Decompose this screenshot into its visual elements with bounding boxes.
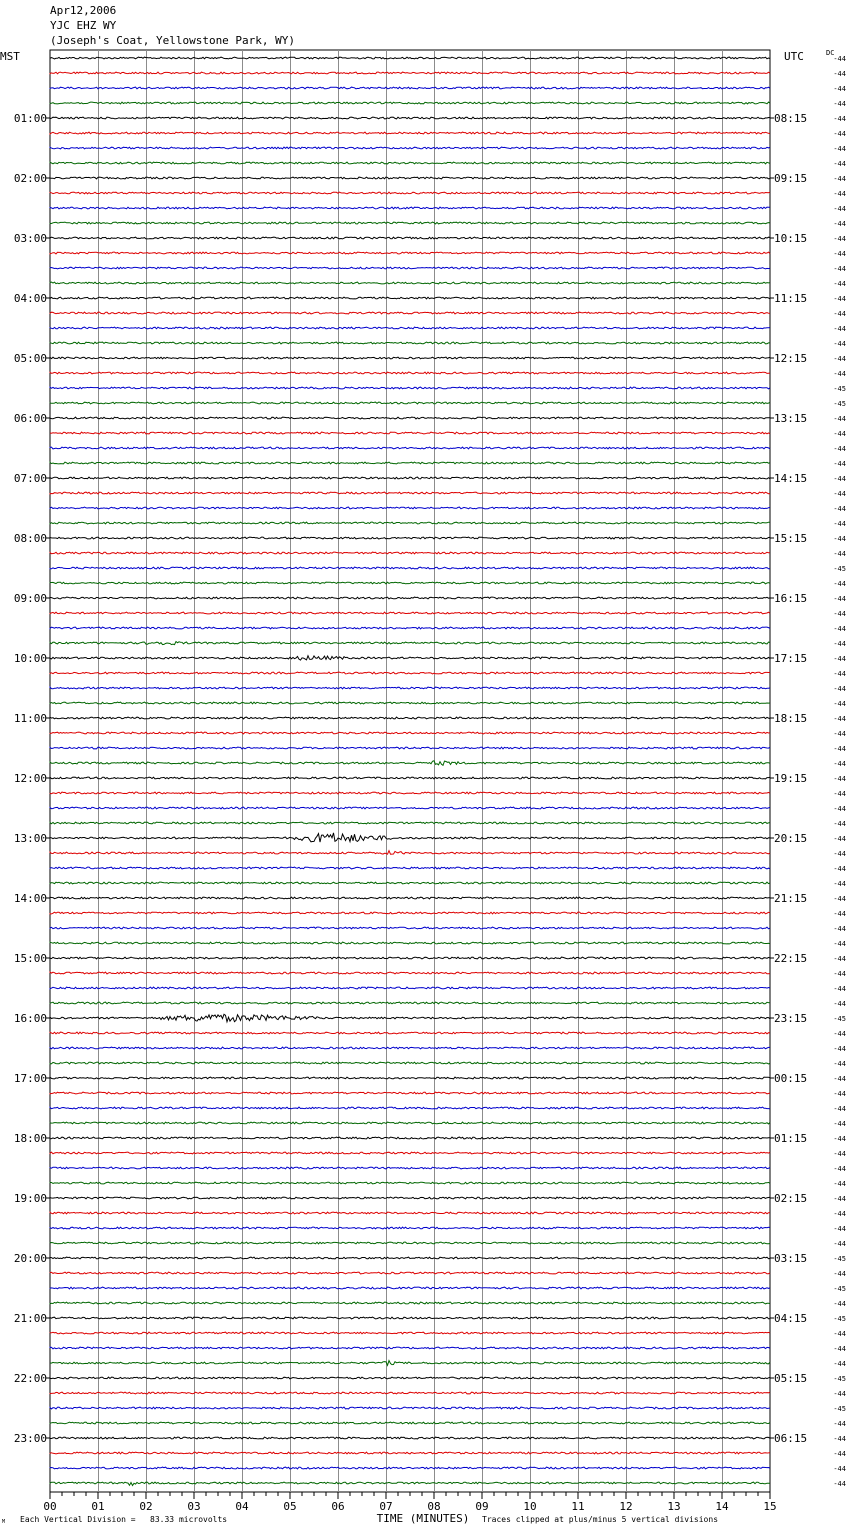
trace-line [50, 177, 770, 179]
dc-offset-label: -44 [833, 700, 846, 708]
trace-line [50, 1167, 770, 1169]
dc-offset-label: -44 [833, 910, 846, 918]
dc-offset-label: -44 [833, 670, 846, 678]
dc-offset-label: -44 [833, 625, 846, 633]
trace-line [50, 1152, 770, 1154]
clip-note: Traces clipped at plus/minus 5 vertical divisions [482, 1515, 719, 1524]
trace-line [50, 312, 770, 314]
dc-offset-label: -44 [833, 535, 846, 543]
trace-line [50, 1092, 770, 1094]
utc-hour-label: 10:15 [774, 232, 808, 245]
trace-line [50, 1361, 770, 1366]
dc-offset-label: -44 [833, 655, 846, 663]
x-tick-label: 09 [475, 1500, 489, 1513]
dc-offset-label: -44 [833, 1000, 846, 1008]
dc-offset-label: -45 [833, 1015, 846, 1023]
dc-offset-label: -45 [833, 1285, 846, 1293]
mst-hour-label: 06:00 [13, 412, 47, 425]
trace-line [50, 777, 770, 779]
trace-line [50, 1407, 770, 1409]
dc-offset-label: -44 [833, 175, 846, 183]
dc-offset-label: -44 [833, 895, 846, 903]
trace-line [50, 1452, 770, 1454]
trace-line [50, 492, 770, 494]
dc-offset-label: -44 [833, 685, 846, 693]
trace-line [50, 1302, 770, 1304]
trace-line [50, 582, 770, 584]
trace-line [50, 72, 770, 74]
trace-line [50, 1392, 770, 1394]
dc-offset-label: -44 [833, 1105, 846, 1113]
trace-line [50, 642, 770, 645]
utc-hour-label: 17:15 [774, 652, 808, 665]
trace-line [50, 1182, 770, 1184]
trace-line [50, 867, 770, 869]
dc-offset-label: -44 [833, 940, 846, 948]
utc-hour-label: 11:15 [774, 292, 808, 305]
dc-offset-label: -44 [833, 835, 846, 843]
utc-hour-label: 13:15 [774, 412, 808, 425]
trace-line [50, 1437, 770, 1439]
dc-offset-label: -44 [833, 1270, 846, 1278]
dc-offset-label: -44 [833, 280, 846, 288]
mst-hour-label: 09:00 [13, 592, 47, 605]
x-tick-label: 02 [139, 1500, 153, 1513]
trace-line [50, 432, 770, 434]
dc-offset-label: -44 [833, 880, 846, 888]
dc-offset-label: -44 [833, 1060, 846, 1068]
dc-offset-label: -44 [833, 340, 846, 348]
dc-offset-label: -44 [833, 355, 846, 363]
dc-offset-label: -44 [833, 430, 846, 438]
utc-hour-label: 16:15 [774, 592, 808, 605]
dc-offset-label: -44 [833, 775, 846, 783]
trace-line [50, 252, 770, 254]
dc-offset-label: -44 [833, 955, 846, 963]
dc-offset-label: -45 [833, 1405, 846, 1413]
dc-offset-label: -44 [833, 265, 846, 273]
trace-line [50, 1197, 770, 1199]
trace-line [50, 1257, 770, 1259]
utc-hour-label: 21:15 [774, 892, 808, 905]
x-tick-label: 14 [715, 1500, 729, 1513]
dc-offset-label: -44 [833, 640, 846, 648]
x-tick-label: 01 [91, 1500, 105, 1513]
dc-offset-label: -45 [833, 400, 846, 408]
mst-hour-label: 23:00 [13, 1432, 47, 1445]
dc-offset-label: -44 [833, 985, 846, 993]
mst-hour-label: 12:00 [13, 772, 47, 785]
mst-hour-label: 15:00 [13, 952, 47, 965]
mst-hour-label: 19:00 [13, 1192, 47, 1205]
dc-offset-label: -44 [833, 865, 846, 873]
dc-offset-label: -44 [833, 220, 846, 228]
dc-offset-label: -44 [833, 70, 846, 78]
trace-line [50, 282, 770, 284]
trace-line [50, 1317, 770, 1319]
trace-line [50, 102, 770, 104]
dc-offset-label: -44 [833, 85, 846, 93]
trace-line [50, 447, 770, 449]
x-tick-label: 00 [43, 1500, 57, 1513]
trace-line [50, 687, 770, 689]
trace-line [50, 1482, 770, 1485]
dc-offset-label: -44 [833, 1435, 846, 1443]
trace-line [50, 627, 770, 629]
trace-line [50, 57, 770, 59]
trace-line [50, 192, 770, 194]
dc-offset-label: -44 [833, 1480, 846, 1488]
trace-line [50, 732, 770, 734]
trace-line [50, 162, 770, 164]
trace-line [50, 552, 770, 554]
trace-line [50, 942, 770, 944]
x-tick-label: 11 [571, 1500, 585, 1513]
dc-offset-label: -44 [833, 1030, 846, 1038]
dc-offset-label: -44 [833, 190, 846, 198]
trace-line [50, 1032, 770, 1034]
dc-offset-label: -44 [833, 295, 846, 303]
x-tick-label: 05 [283, 1500, 297, 1513]
trace-line [50, 477, 770, 479]
header-station: YJC EHZ WY [50, 19, 117, 32]
dc-offset-label: -44 [833, 970, 846, 978]
x-axis-label: TIME (MINUTES) [376, 1512, 470, 1525]
trace-line [50, 402, 770, 404]
dc-offset-label: -44 [833, 160, 846, 168]
dc-offset-label: -44 [833, 550, 846, 558]
dc-offset-label: -44 [833, 820, 846, 828]
trace-line [50, 851, 770, 855]
dc-offset-label: -44 [833, 1345, 846, 1353]
utc-hour-label: 04:15 [774, 1312, 808, 1325]
mst-hour-label: 02:00 [13, 172, 47, 185]
dc-offset-label: -44 [833, 520, 846, 528]
dc-offset-label: -44 [833, 490, 846, 498]
trace-line [50, 957, 770, 959]
trace-line [50, 822, 770, 824]
dc-offset-label: -44 [833, 505, 846, 513]
mst-hour-label: 11:00 [13, 712, 47, 725]
dc-offset-label: -44 [833, 1120, 846, 1128]
trace-line [50, 462, 770, 464]
trace-line [50, 1272, 770, 1274]
trace-line [50, 1107, 770, 1109]
trace-line [50, 897, 770, 899]
trace-line [50, 222, 770, 224]
dc-offset-label: -44 [833, 1300, 846, 1308]
right-timezone-label: UTC [784, 50, 804, 63]
trace-line [50, 1332, 770, 1334]
trace-line [50, 87, 770, 89]
utc-hour-label: 22:15 [774, 952, 808, 965]
trace-line [50, 357, 770, 359]
dc-offset-label: -45 [833, 565, 846, 573]
x-tick-label: 04 [235, 1500, 249, 1513]
trace-line [50, 132, 770, 134]
trace-line [50, 717, 770, 719]
dc-offset-label: -44 [833, 1135, 846, 1143]
dc-offset-label: -44 [833, 925, 846, 933]
header-location: (Joseph's Coat, Yellowstone Park, WY) [50, 34, 296, 47]
trace-line [50, 927, 770, 929]
trace-line [50, 1077, 770, 1079]
mst-hour-label: 03:00 [13, 232, 47, 245]
trace-line [50, 372, 770, 374]
trace-line [50, 342, 770, 344]
dc-offset-label: -44 [833, 145, 846, 153]
dc-offset-label: -44 [833, 445, 846, 453]
dc-offset-label: -44 [833, 1210, 846, 1218]
trace-line [50, 1062, 770, 1064]
dc-offset-label: -44 [833, 1150, 846, 1158]
utc-hour-label: 18:15 [774, 712, 808, 725]
trace-line [50, 117, 770, 119]
mst-hour-label: 16:00 [13, 1012, 47, 1025]
mst-hour-label: 13:00 [13, 832, 47, 845]
trace-line [50, 237, 770, 239]
x-tick-label: 06 [331, 1500, 345, 1513]
utc-hour-label: 23:15 [774, 1012, 808, 1025]
plot-frame [50, 50, 770, 1492]
utc-hour-label: 09:15 [774, 172, 808, 185]
utc-hour-label: 15:15 [774, 532, 808, 545]
mst-hour-label: 18:00 [13, 1132, 47, 1145]
dc-offset-label: -45 [833, 1255, 846, 1263]
x-tick-label: 10 [523, 1500, 537, 1513]
utc-hour-label: 14:15 [774, 472, 808, 485]
mst-hour-label: 14:00 [13, 892, 47, 905]
x-tick-label: 15 [763, 1500, 777, 1513]
trace-line [50, 147, 770, 149]
trace-line [50, 761, 770, 766]
utc-hour-label: 05:15 [774, 1372, 808, 1385]
dc-offset-label: -44 [833, 250, 846, 258]
dc-offset-label: -44 [833, 1180, 846, 1188]
mst-hour-label: 22:00 [13, 1372, 47, 1385]
dc-offset-label: -44 [833, 115, 846, 123]
dc-offset-label: -44 [833, 1330, 846, 1338]
dc-offset-label: -44 [833, 460, 846, 468]
trace-line [50, 1227, 770, 1229]
dc-offset-label: -44 [833, 580, 846, 588]
trace-line [50, 656, 770, 660]
dc-offset-label: -44 [833, 325, 846, 333]
dc-offset-label: -44 [833, 745, 846, 753]
trace-line [50, 1047, 770, 1049]
dc-offset-label: -44 [833, 1075, 846, 1083]
mst-hour-label: 10:00 [13, 652, 47, 665]
trace-line [50, 597, 770, 599]
x-tick-label: 07 [379, 1500, 393, 1513]
dc-offset-label: -44 [833, 1390, 846, 1398]
trace-line [50, 522, 770, 524]
left-timezone-label: MST [0, 50, 20, 63]
dc-offset-label: -44 [833, 235, 846, 243]
dc-offset-label: -44 [833, 130, 846, 138]
dc-offset-label: -44 [833, 1165, 846, 1173]
utc-hour-label: 08:15 [774, 112, 808, 125]
dc-offset-label: -44 [833, 205, 846, 213]
dc-offset-label: -44 [833, 100, 846, 108]
dc-offset-label: -44 [833, 1360, 846, 1368]
x-tick-label: 13 [667, 1500, 681, 1513]
trace-line [50, 207, 770, 209]
trace-line [50, 417, 770, 419]
trace-line [50, 747, 770, 749]
utc-hour-label: 01:15 [774, 1132, 808, 1145]
dc-offset-label: -44 [833, 1465, 846, 1473]
trace-line [50, 702, 770, 704]
mst-hour-label: 21:00 [13, 1312, 47, 1325]
mst-hour-label: 08:00 [13, 532, 47, 545]
trace-line [50, 1137, 770, 1139]
dc-offset-label: -45 [833, 385, 846, 393]
trace-line [50, 792, 770, 794]
dc-offset-label: -44 [833, 805, 846, 813]
trace-line [50, 807, 770, 809]
dc-offset-label: -44 [833, 715, 846, 723]
trace-line [50, 267, 770, 269]
trace-line [50, 1377, 770, 1379]
dc-offset-label: -44 [833, 1225, 846, 1233]
dc-offset-label: -44 [833, 610, 846, 618]
scale-note: Each Vertical Division = 83.33 microvolts [20, 1515, 228, 1524]
trace-line [50, 672, 770, 674]
trace-line [50, 1212, 770, 1214]
trace-line [50, 567, 770, 569]
trace-line [50, 987, 770, 989]
dc-offset-label: -44 [833, 730, 846, 738]
trace-line [50, 882, 770, 884]
trace-line [50, 1287, 770, 1289]
dc-offset-label: -44 [833, 1195, 846, 1203]
dc-offset-label: -44 [833, 55, 846, 63]
trace-line [50, 1002, 770, 1004]
dc-offset-header: DC [826, 49, 835, 57]
dc-offset-label: -44 [833, 790, 846, 798]
corner-mark: M [2, 1519, 6, 1525]
x-tick-label: 08 [427, 1500, 441, 1513]
utc-hour-label: 03:15 [774, 1252, 808, 1265]
mst-hour-label: 07:00 [13, 472, 47, 485]
dc-offset-label: -44 [833, 1420, 846, 1428]
header-date: Apr12,2006 [50, 4, 117, 17]
dc-offset-label: -44 [833, 850, 846, 858]
utc-hour-label: 19:15 [774, 772, 808, 785]
dc-offset-label: -44 [833, 760, 846, 768]
utc-hour-label: 00:15 [774, 1072, 808, 1085]
utc-hour-label: 02:15 [774, 1192, 808, 1205]
dc-offset-label: -44 [833, 370, 846, 378]
dc-offset-label: -44 [833, 1240, 846, 1248]
trace-line [50, 1422, 770, 1424]
trace-line [50, 387, 770, 389]
trace-line [50, 1014, 770, 1022]
dc-offset-label: -44 [833, 415, 846, 423]
utc-hour-label: 12:15 [774, 352, 808, 365]
dc-offset-label: -45 [833, 1375, 846, 1383]
mst-hour-label: 17:00 [13, 1072, 47, 1085]
dc-offset-label: -44 [833, 595, 846, 603]
trace-line [50, 297, 770, 299]
mst-hour-label: 04:00 [13, 292, 47, 305]
dc-offset-label: -44 [833, 310, 846, 318]
trace-line [50, 972, 770, 974]
trace-line [50, 912, 770, 914]
dc-offset-label: -44 [833, 475, 846, 483]
trace-line [50, 612, 770, 614]
mst-hour-label: 05:00 [13, 352, 47, 365]
utc-hour-label: 20:15 [774, 832, 808, 845]
utc-hour-label: 06:15 [774, 1432, 808, 1445]
dc-offset-label: -44 [833, 1450, 846, 1458]
dc-offset-label: -44 [833, 1045, 846, 1053]
dc-offset-label: -45 [833, 1315, 846, 1323]
mst-hour-label: 01:00 [13, 112, 47, 125]
x-tick-label: 03 [187, 1500, 201, 1513]
dc-offset-label: -44 [833, 1090, 846, 1098]
x-tick-label: 12 [619, 1500, 633, 1513]
trace-line [50, 1347, 770, 1349]
mst-hour-label: 20:00 [13, 1252, 47, 1265]
trace-line [50, 507, 770, 509]
trace-line [50, 1122, 770, 1124]
trace-line [50, 833, 770, 842]
trace-line [50, 537, 770, 539]
trace-line [50, 1242, 770, 1244]
trace-line [50, 1467, 770, 1469]
trace-line [50, 327, 770, 329]
